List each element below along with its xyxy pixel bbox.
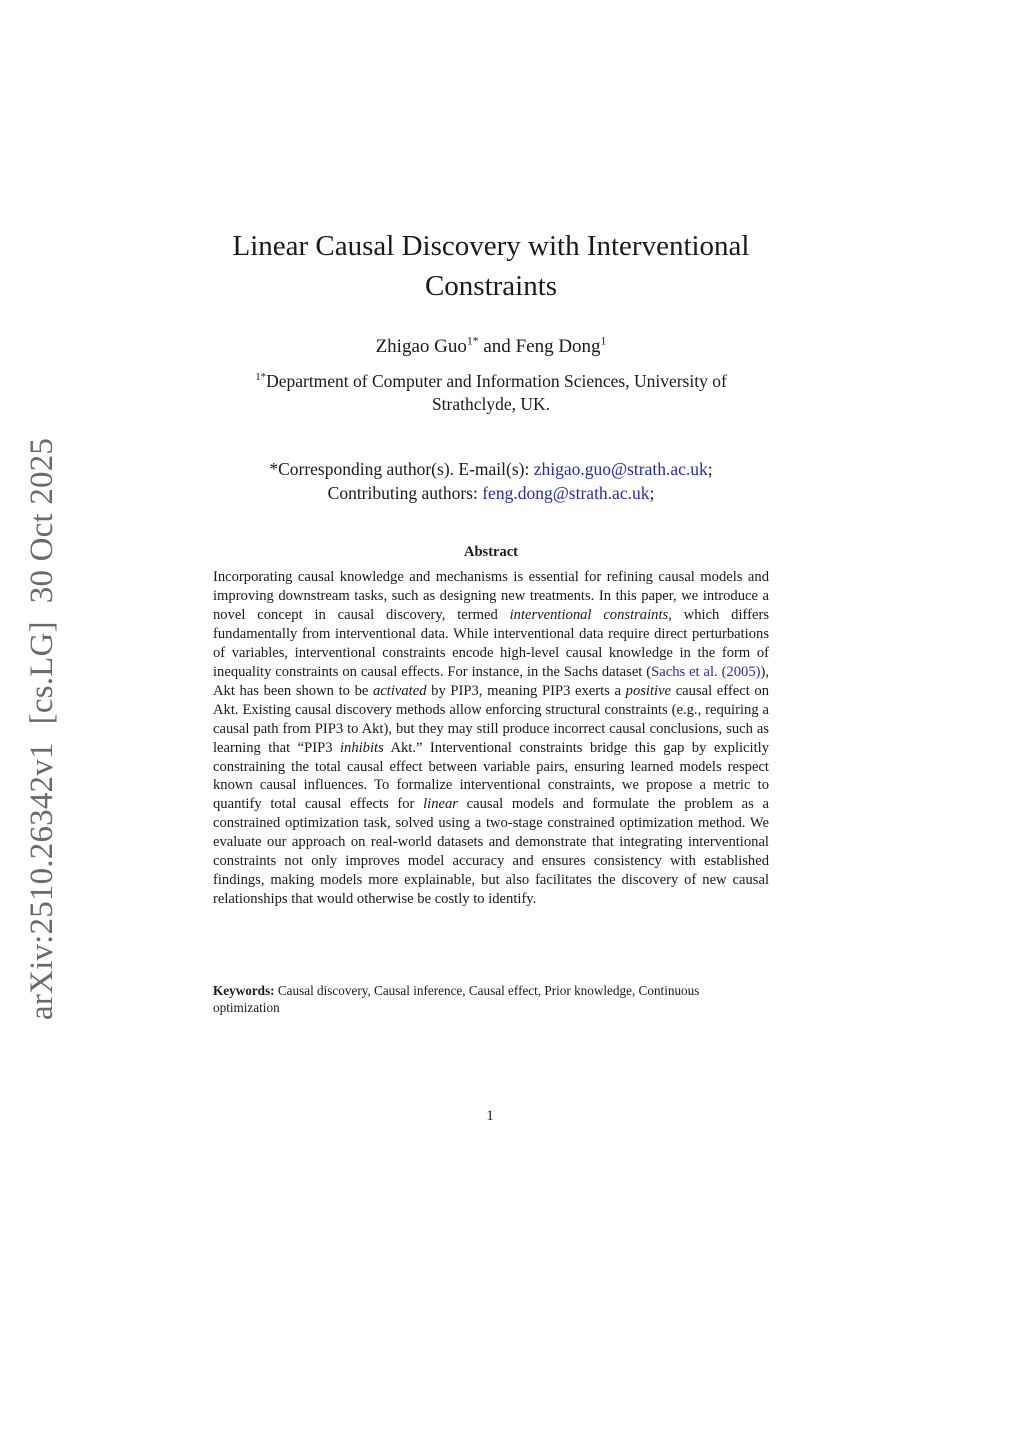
affiliation-line-2: Strathclyde, UK.	[431, 394, 551, 414]
contributing-label: Contributing authors:	[327, 483, 483, 503]
abstract-text-run: by PIP3, meaning PIP3 exerts a	[426, 682, 626, 699]
abstract-emphasis: interventional constraints	[509, 606, 669, 623]
abstract-emphasis: positive	[625, 682, 672, 699]
author-name: Zhigao Guo	[375, 336, 467, 357]
title-line-1: Linear Causal Discovery with Interventional	[232, 230, 750, 262]
corresponding-label: *Corresponding author(s). E-mail(s):	[269, 459, 534, 479]
abstract-text-run: Akt.” Interventional constraints bridge this gap by explicitly constraining the total causal effect between variable pairs, ensuring learned models respect known causal influences. To formalize interventional constraints, we propose a metric to quantify total causal effects for	[213, 739, 769, 813]
email-separator: ;	[649, 483, 655, 503]
abstract-text-run: ), Akt has been shown to be	[213, 663, 769, 699]
abstract-heading: Abstract	[464, 544, 518, 560]
affiliation-mark: 1*	[255, 371, 267, 384]
abstract-text	[213, 568, 769, 909]
arxiv-side-stamp	[12, 400, 72, 1020]
email-separator: ;	[707, 459, 713, 479]
paper-title	[200, 226, 782, 306]
contributing-email-link[interactable]: feng.dong@strath.ac.uk	[482, 483, 650, 503]
abstract-text-run: , which differs fundamentally from interventional data. While interventional data require direct perturbations of variables, interventional constraints encode high-level causal knowledge in the form of inequality constraints on causal effects. For instance, in the Sachs dataset (	[213, 606, 770, 680]
arxiv-category: [cs.LG]	[24, 621, 60, 725]
author-list	[200, 333, 782, 361]
arxiv-id: arXiv:2510.26342v1	[24, 742, 60, 1020]
author-affiliation-mark: 1*	[466, 334, 479, 348]
author-conjunction: and	[478, 336, 516, 357]
arxiv-date: 30 Oct 2025	[24, 437, 60, 604]
affiliation	[200, 370, 782, 416]
keywords	[213, 982, 769, 1016]
abstract-emphasis: activated	[373, 682, 427, 699]
abstract-text-run: Incorporating causal knowledge and mechanisms is essential for refining causal models and improving downstream tasks, such as designing new treatments. In this paper, we introduce a novel concept in causal discovery, termed	[213, 569, 769, 623]
corresponding-email-link[interactable]: zhigao.guo@strath.ac.uk	[533, 459, 708, 479]
keywords-text: Causal discovery, Causal inference, Causal effect, Prior knowledge, Continuous optimization	[213, 983, 700, 1015]
author-affiliation-mark: 1	[600, 334, 607, 348]
abstract-emphasis: linear	[423, 796, 458, 813]
author-name: Feng Dong	[515, 336, 601, 357]
abstract-text-run: causal effect on Akt. Existing causal discovery methods allow enforcing structural constraints (e.g., requiring a causal path from PIP3 to Akt), but they may still produce incorrect causal conclusions, such as learning that “PIP3	[213, 682, 769, 756]
abstract-emphasis: inhibits	[339, 739, 384, 756]
title-line-2: Constraints	[424, 270, 558, 302]
keywords-label: Keywords:	[213, 983, 275, 998]
affiliation-line-1: Department of Computer and Information Sciences, University of	[266, 371, 727, 391]
page-number: 1	[486, 1108, 494, 1124]
citation-link[interactable]: Sachs et al. (2005)	[651, 663, 761, 680]
abstract-text-run: causal models and formulate the problem as a constrained optimization task, solved using a two-stage constrained optimization method. We evaluate our approach on real-world datasets and demonstrate that integrating interventional constraints not only improves model accuracy and ensures consistency with established findings, making models more explainable, but also facilitates the discovery of new causal relationships that would otherwise be costly to identify.	[213, 796, 769, 908]
contact-info	[200, 457, 782, 505]
